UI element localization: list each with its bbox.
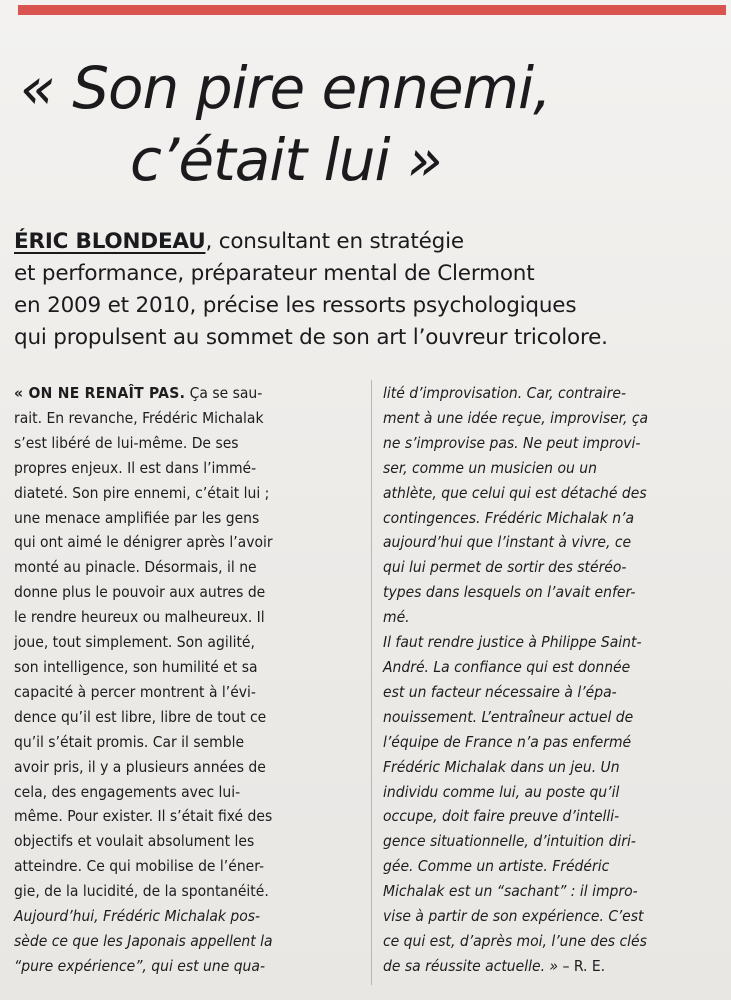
author-name: ÉRIC BLONDEAU [14,229,206,254]
body-line: une menace amplifiée par les gens [14,508,260,527]
body-line: contingences. Frédéric Michalak n’a [383,508,635,527]
body-line: donne plus le pouvoir aux autres de [14,583,266,602]
body-line: qu’il s’était promis. Car il semble [14,732,245,751]
body-line: Michalak est un “sachant” : il impro- [383,882,638,901]
body-line: dence qu’il est libre, libre de tout ce [14,707,267,726]
lede-line-1-rest: , consultant en stratégie [205,229,464,254]
body-line: André. La confiance qui est donnée [383,657,631,676]
body-line: propres enjeux. Il est dans l’immé- [14,458,257,477]
body-line: Il faut rendre justice à Philippe Saint- [383,633,642,652]
lede-line-2: et performance, préparateur mental de Clermont [14,261,535,286]
body-line: mé. [383,608,410,627]
body-line: lité d’improvisation. Car, contraire- [383,384,627,402]
kicker: « ON NE RENAÎT PAS. [14,384,186,402]
body-line: occupe, doit faire preuve d’intelli- [383,807,620,826]
body-line: Frédéric Michalak dans un jeu. Un [383,757,620,776]
body-line: même. Pour exister. Il s’était fixé des [14,807,273,826]
body-line: aujourd’hui que l’instant à vivre, ce [383,533,632,552]
headline-line-1: « Son pire ennemi, [20,54,551,122]
body-line: cela, des engagements avec lui- [14,782,241,801]
body-line: de sa réussite actuelle. » – R. E. [383,956,606,975]
body-column-left [14,381,366,979]
headline-line-2: c’était lui » [130,126,442,194]
body-line: joue, tout simplement. Son agilité, [14,633,255,652]
body-line: gie, de la lucidité, de la spontanéité. [14,882,269,901]
body-column-right [383,381,719,979]
lede-line-3: en 2009 et 2010, précise les ressorts psychologiques [14,293,577,318]
headline [20,52,720,196]
body-line: est un facteur nécessaire à l’épa- [383,682,617,701]
body-line: nouissement. L’entraîneur actuel de [383,707,634,726]
lede-line-1 [14,226,724,258]
column-divider [371,380,372,985]
body-line: ser, comme un musicien ou un [383,458,597,477]
lede-line-4: qui propulsent au sommet de son art l’ouvreur tricolore. [14,325,608,350]
body-line: son intelligence, son humilité et sa [14,657,258,676]
body-line: individu comme lui, au poste qu’il [383,782,620,801]
body-line: atteindre. Ce qui mobilise de l’éner- [14,857,265,876]
body-line: “pure expérience”, qui est une qua- [14,956,265,975]
body-line: avoir pris, il y a plusieurs années de [14,757,266,776]
body-line: Aujourd’hui, Frédéric Michalak pos- [14,907,261,926]
body-line: gée. Comme un artiste. Frédéric [383,857,610,876]
lede [14,226,724,354]
body-line: qui lui permet de sortir des stéréo- [383,558,627,577]
body-line: ment à une idée reçue, improviser, ça [383,408,649,427]
body-line: l’équipe de France n’a pas enfermé [383,732,632,751]
signature: – R. E. [558,956,606,975]
body-line: objectifs et voulait absolument les [14,832,255,851]
body-line: ne s’improvise pas. Ne peut improvi- [383,433,641,452]
red-top-rule [18,5,726,15]
body-line: capacité à percer montrent à l’évi- [14,682,256,701]
body-line: gence situationnelle, d’intuition diri- [383,832,636,851]
body-line: types dans lesquels on l’avait enfer- [383,583,636,602]
body-line: diateté. Son pire ennemi, c’était lui ; [14,483,270,502]
body-line: le rendre heureux ou malheureux. Il [14,608,265,627]
body-line: athlète, que celui qui est détaché des [383,483,647,502]
body-line: vise à partir de son expérience. C’est [383,907,644,926]
body-line: rait. En revanche, Frédéric Michalak [14,408,264,427]
body-line: « ON NE RENAÎT PAS. Ça se sau- [14,384,263,402]
body-line: sède ce que les Japonais appellent la [14,931,273,950]
body-line: qui ont aimé le dénigrer après l’avoir [14,533,273,552]
body-line: ce qui est, d’après moi, l’une des clés [383,931,647,950]
body-line: s’est libéré de lui-même. De ses [14,433,239,452]
body-line: monté au pinacle. Désormais, il ne [14,558,257,577]
